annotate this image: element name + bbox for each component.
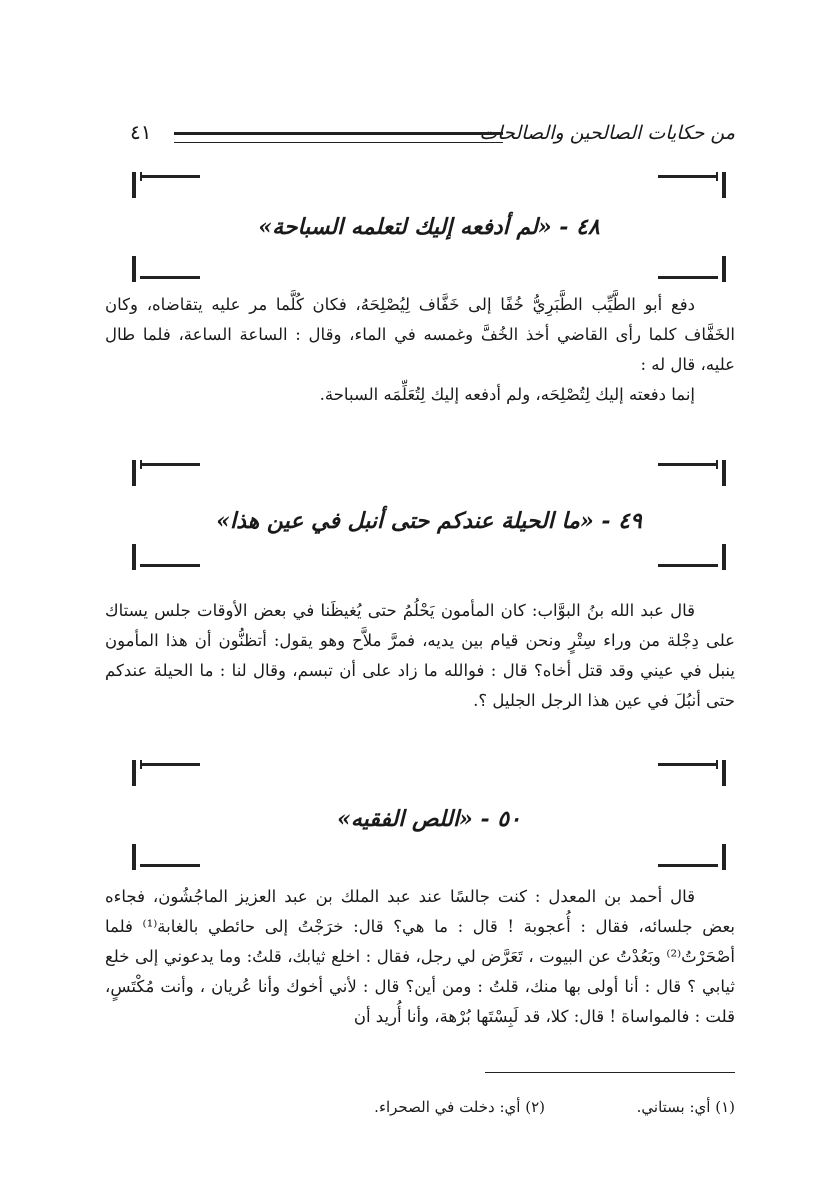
header-rule: [174, 132, 503, 143]
story-title-frame: [132, 460, 726, 570]
story-body: [105, 290, 735, 410]
story-title-frame: [132, 760, 726, 870]
story-body: [105, 596, 735, 716]
story-title: ٤٩ - «ما الحيلة عندكم حتى أنبل في عين هذا»: [216, 508, 642, 534]
story-paragraph: قال عبد الله بنُ البوَّاب: كان المأمون يَحْلُمُ حتى يُغيظَنا في بعض الأوقات جلس يستاك على دِجْلة من وراء سِتْرٍ ونحن قيام بين يديه، فمرَّ ملاَّح وهو يقول: أتظنُّون أن هذا المأمون ينبل في عيني وقد قتل أخاه؟ قال : فوالله ما زاد على أن تبسم، وقال لنا : ما الحيلة عندكم حتى أنبُلَ في عين هذا الرجل الجليل ؟.: [105, 601, 735, 710]
page-number: ٤١: [130, 120, 152, 144]
story-title: ٥٠ - «اللص الفقيه»: [337, 806, 521, 832]
story-paragraph: قال أحمد بن المعدل : كنت جالسًا عند عبد الملك بن عبد العزيز الماجُشُون، فجاءه بعض جلسائه، فقال : أُعجوبة ! قال : ما هي؟ قال: خرَجْتُ إلى حائطي بالغابة⁽¹⁾ فلما أصْحَرْتُ⁽²⁾ وبَعُدْتُ عن البيوت ، تَعَرَّض لي رجل، فقال : اخلع ثيابك، قلتُ: وما يدعوني إلى خلع ثيابي ؟ قال : أنا أولى بها منك، قلتُ : ومن أين؟ قال : لأني أخوك وأنا عُريان ، وأنت مُكْتَسٍ، قلت : فالمواساة ! قال: كلا، قد لَبِسْتَها بُرْهة، وأنا أُريد أن: [105, 887, 736, 1026]
footnote: (٢) أي: دخلت في الصحراء.: [374, 1098, 545, 1116]
story-paragraph: دفع أبو الطَّيِّب الطَّبَرِيُّ خُفًا إلى خَفَّاف لِيُصْلِحَهُ، فكان كُلَّما مر عليه يتقاضاه، وكان الخَفَّاف كلما رأى القاضي أخذ الخُفَّ وغمسه في الماء، وقال : الساعة الساعة، فلما طال عليه، قال له :: [105, 295, 735, 374]
story-paragraph: إنما دفعته إليك لِتُصْلِحَه، ولم أدفعه إليك لِتُعَلِّمَه السباحة.: [319, 385, 695, 404]
story-body: [105, 882, 735, 1032]
story-title: ٤٨ - «لم أدفعه إليك لتعلمه السباحة»: [258, 214, 600, 240]
book-title: من حكايات الصالحين والصالحات: [479, 122, 735, 144]
footnote: (١) أي: بستاني.: [636, 1098, 735, 1116]
footnote-rule: [485, 1072, 735, 1073]
story-title-frame: [132, 172, 726, 282]
running-header: [130, 118, 735, 154]
